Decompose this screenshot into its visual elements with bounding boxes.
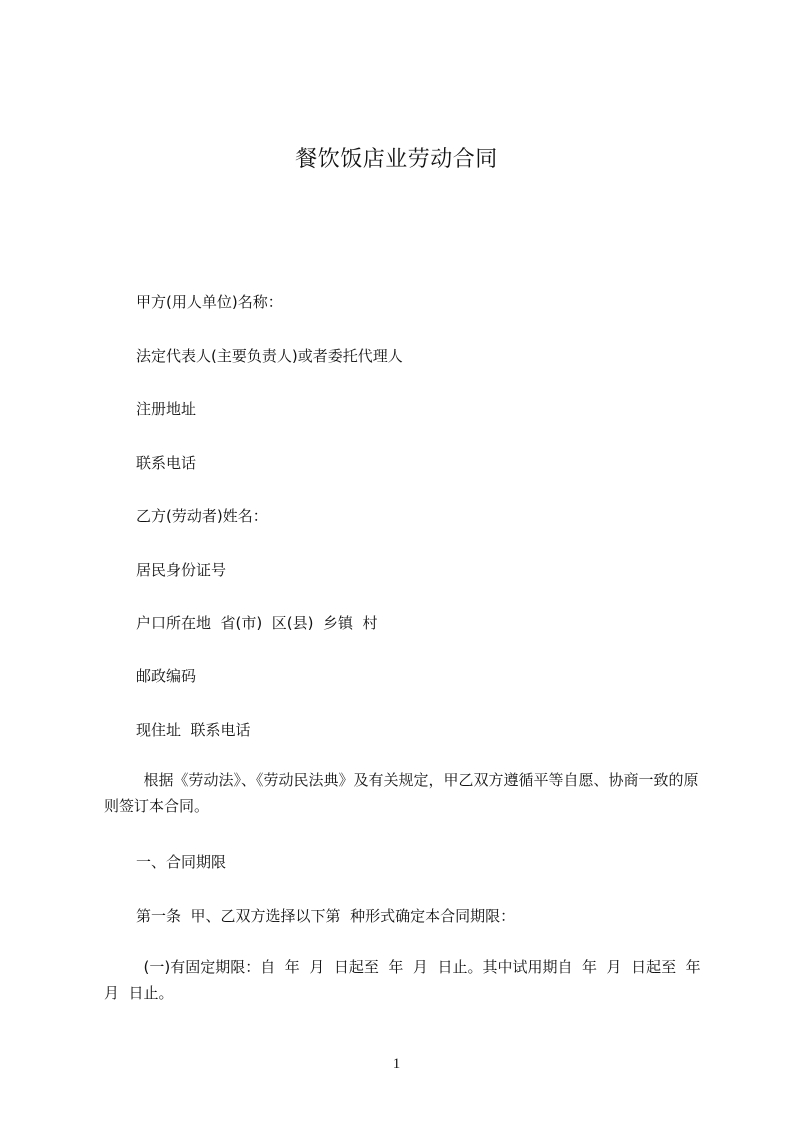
preamble-paragraph: 根据《劳动法》、《劳动民法典》及有关规定，甲乙双方遵循平等自愿、协商一致的原则签订本合同。 <box>104 771 699 815</box>
clause-1-paragraph: (一)有固定期限：自 年 月 日起至 年 月 日止。其中试用期自 年 月 日起至 年 月 日止。 <box>104 958 711 1002</box>
party-b-name-field: 乙方(劳动者)姓名： <box>136 507 268 525</box>
household-registration-field: 户口所在地 省(市) 区(县) 乡镇 村 <box>136 614 378 632</box>
document-title: 餐饮饭店业劳动合同 <box>295 147 498 172</box>
current-address-field: 现住址 联系电话 <box>136 721 251 739</box>
legal-representative-field: 法定代表人(主要负责人)或者委托代理人 <box>136 347 403 365</box>
registered-address-field: 注册地址 <box>136 400 197 418</box>
article-1: 第一条 甲、乙双方选择以下第 种形式确定本合同期限： <box>136 907 516 925</box>
page-number: 1 <box>392 1056 401 1072</box>
id-number-field: 居民身份证号 <box>136 561 227 579</box>
party-a-name-field: 甲方(用人单位)名称： <box>136 293 283 311</box>
postal-code-field: 邮政编码 <box>136 667 197 685</box>
contact-phone-a-field: 联系电话 <box>136 454 197 472</box>
section-1-heading: 一、合同期限 <box>136 853 227 871</box>
